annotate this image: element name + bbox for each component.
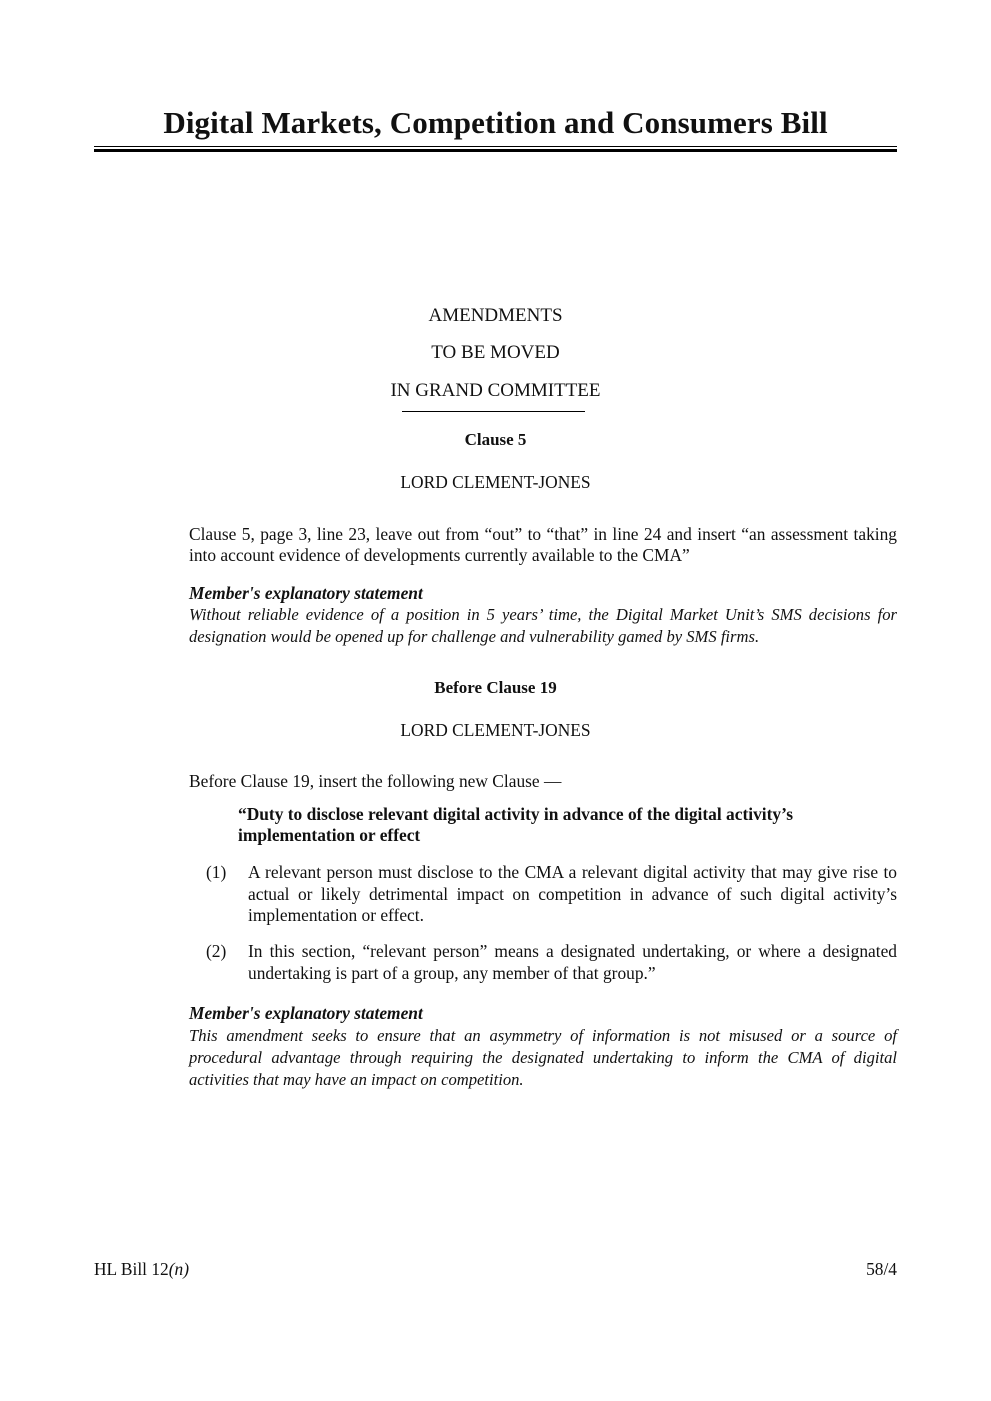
title-rule-thick <box>94 149 897 152</box>
heading-divider <box>402 411 585 412</box>
title-rule-thin <box>94 146 897 147</box>
bill-reference <box>94 1259 189 1280</box>
subsection-number: (2) <box>206 941 227 961</box>
explanatory-statement-text: This amendment seeks to ensure that an asymmetry of information is not misused or a source of procedural advantage through requiring the designated undertaking to inform the CMA of digital activities that may have an impact on competition. <box>189 1026 897 1089</box>
new-clause-title: “Duty to disclose relevant digital activity in advance of the digital activity’s implementation or effect <box>238 804 794 845</box>
heading-to-be-moved: TO BE MOVED <box>431 342 560 363</box>
subsection-number: (1) <box>206 862 227 882</box>
bill-title: Digital Markets, Competition and Consumers Bill <box>163 105 828 140</box>
clause-heading: Before Clause 19 <box>434 678 557 697</box>
member-name: LORD CLEMENT-JONES <box>400 720 591 740</box>
clause-heading: Clause 5 <box>464 430 527 449</box>
explanatory-statement-heading: Member's explanatory statement <box>189 1003 423 1023</box>
explanatory-statement-heading: Member's explanatory statement <box>189 583 423 603</box>
heading-amendments: AMENDMENTS <box>428 305 563 326</box>
subsection-text: A relevant person must disclose to the CMA a relevant digital activity that may give rise to actual or likely detrimental impact on competition in advance of such digital activity’s implementation or effect. <box>248 862 897 925</box>
bill-reference-suffix: (n) <box>168 1259 189 1279</box>
heading-grand-committee: IN GRAND COMMITTEE <box>390 380 601 401</box>
amendment-text: Before Clause 19, insert the following new Clause — <box>189 771 562 791</box>
amendment-text: Clause 5, page 3, line 23, leave out from “out” to “that” in line 24 and insert “an assessment taking into account evidence of developments currently available to the CMA” <box>189 524 897 565</box>
page-reference: 58/4 <box>866 1259 897 1279</box>
subsection <box>206 941 897 984</box>
subsection <box>206 862 897 927</box>
explanatory-statement-text: Without reliable evidence of a position in 5 years’ time, the Digital Market Unit’s SMS decisions for designation would be opened up for challenge and vulnerability gamed by SMS firms. <box>189 605 897 646</box>
subsection-text: In this section, “relevant person” means a designated undertaking, or where a designated undertaking is part of a group, any member of that group.” <box>248 941 897 983</box>
member-name: LORD CLEMENT-JONES <box>400 472 591 492</box>
bill-reference-number: HL Bill 12 <box>94 1259 169 1279</box>
